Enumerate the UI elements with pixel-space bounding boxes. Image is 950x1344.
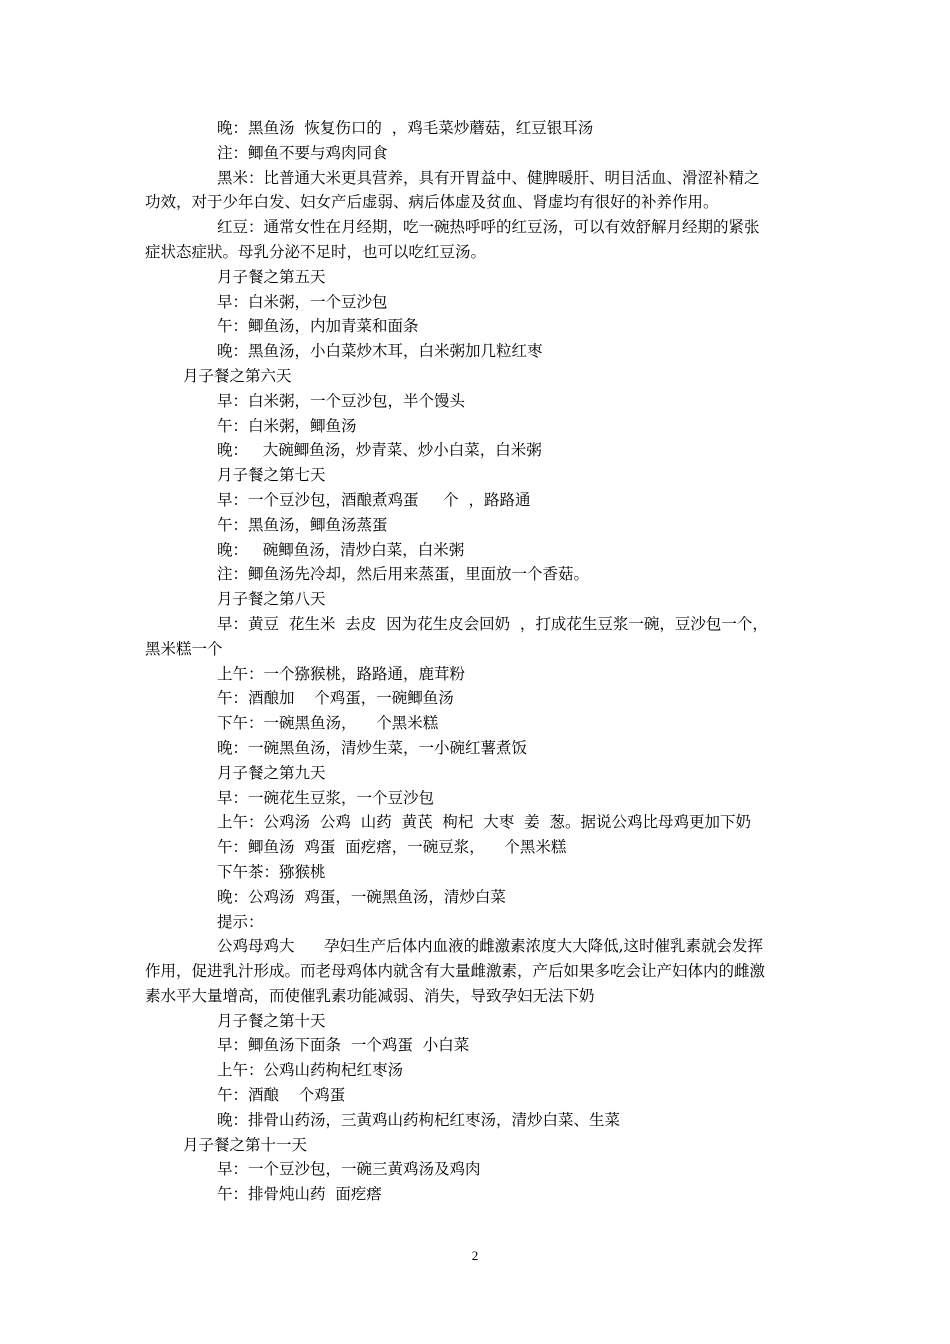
text-line: 下午茶：猕猴桃 <box>217 862 326 881</box>
text-line: 早：一碗花生豆浆，一个豆沙包 <box>217 788 435 807</box>
text-line: 午：白米粥，鲫鱼汤 <box>217 416 357 435</box>
text-line: 功效，对于少年白发、妇女产后虚弱、病后体虚及贫血、肾虚均有很好的补养作用。 <box>145 193 719 212</box>
text-line: 早：一个豆沙包，一碗三黄鸡汤及鸡肉 <box>217 1160 481 1179</box>
text-line: 早：白米粥，一个豆沙包 <box>217 292 388 311</box>
day-heading: 月子餐之第八天 <box>217 590 326 609</box>
text-line: 素水平大量增高，而使催乳素功能减弱、消失，导致孕妇无法下奶 <box>145 986 595 1005</box>
text-line: 黑米：比普通大米更具营养，具有开胃益中、健脾暖肝、明目活血、滑涩补精之 <box>217 168 760 187</box>
text-line: 早：一个豆沙包，酒酿煮鸡蛋 个 ，路路通 <box>217 490 531 509</box>
day-heading: 月子餐之第十天 <box>217 1011 326 1030</box>
text-line: 早：黄豆 花生米 去皮 因为花生皮会回奶 ，打成花生豆浆一碗，豆沙包一个， <box>217 614 768 633</box>
day-heading: 月子餐之第九天 <box>217 763 326 782</box>
day-heading: 月子餐之第六天 <box>183 366 292 385</box>
text-line: 公鸡母鸡大 孕妇生产后体内血液的雌激素浓度大大降低,这时催乳素就会发挥 <box>217 937 763 956</box>
tip-heading: 提示： <box>217 912 264 931</box>
day-heading: 月子餐之第五天 <box>217 267 326 286</box>
document-body <box>145 116 810 1207</box>
text-line: 红豆：通常女性在月经期，吃一碗热呼呼的红豆汤，可以有效舒解月经期的紧张 <box>217 218 760 237</box>
text-line: 症状态症狀。母乳分泌不足时，也可以吃红豆汤。 <box>145 242 487 261</box>
text-line: 早：白米粥，一个豆沙包，半个馒头 <box>217 391 466 410</box>
text-line: 午：鲫鱼汤 鸡蛋 面疙瘩，一碗豆浆， 个黑米糕 <box>217 838 567 857</box>
text-line: 上午：公鸡汤 公鸡 山药 黄芪 枸杞 大枣 姜 葱。据说公鸡比母鸡更加下奶 <box>217 813 751 832</box>
text-line: 晚：一碗黑鱼汤，清炒生菜，一小碗红薯煮饭 <box>217 738 528 757</box>
text-line: 晚：公鸡汤 鸡蛋，一碗黑鱼汤，清炒白菜 <box>217 887 506 906</box>
text-line: 午：酒酿加 个鸡蛋，一碗鲫鱼汤 <box>217 689 454 708</box>
text-line: 下午：一碗黑鱼汤， 个黑米糕 <box>217 714 439 733</box>
text-line: 早：鲫鱼汤下面条 一个鸡蛋 小白菜 <box>217 1036 470 1055</box>
text-line: 注：鲫鱼不要与鸡肉同食 <box>217 143 388 162</box>
text-line: 晚： 碗鲫鱼汤，清炒白菜，白米粥 <box>217 540 465 559</box>
text-line: 午：酒酿 个鸡蛋 <box>217 1086 346 1105</box>
text-line: 午：黑鱼汤，鲫鱼汤蒸蛋 <box>217 515 388 534</box>
text-line: 晚：排骨山药汤，三黄鸡山药枸杞红枣汤，清炒白菜、生菜 <box>217 1110 621 1129</box>
page-number: 2 <box>471 1248 479 1263</box>
text-line: 午：排骨炖山药 面疙瘩 <box>217 1185 382 1204</box>
text-line: 晚： 大碗鲫鱼汤，炒青菜、炒小白菜，白米粥 <box>217 441 542 460</box>
text-line: 黑米糕一个 <box>145 639 223 658</box>
day-heading: 月子餐之第十一天 <box>183 1135 308 1154</box>
text-line: 午：鲫鱼汤，内加青菜和面条 <box>217 317 419 336</box>
text-line: 上午：公鸡山药枸杞红枣汤 <box>217 1061 404 1080</box>
text-line: 晚：黑鱼汤，小白菜炒木耳，白米粥加几粒红枣 <box>217 342 543 361</box>
text-line: 作用，促进乳汁形成。而老母鸡体内就含有大量雌激素，产后如果多吃会让产妇体内的雌激 <box>145 962 766 981</box>
text-line: 晚：黑鱼汤 恢复伤口的 ，鸡毛菜炒蘑菇，红豆银耳汤 <box>217 119 594 137</box>
day-heading: 月子餐之第七天 <box>217 466 326 485</box>
text-line: 注：鲫鱼汤先冷却，然后用来蒸蛋，里面放一个香菇。 <box>217 565 590 584</box>
text-line: 上午：一个猕猴桃，路路通，鹿茸粉 <box>217 664 466 683</box>
